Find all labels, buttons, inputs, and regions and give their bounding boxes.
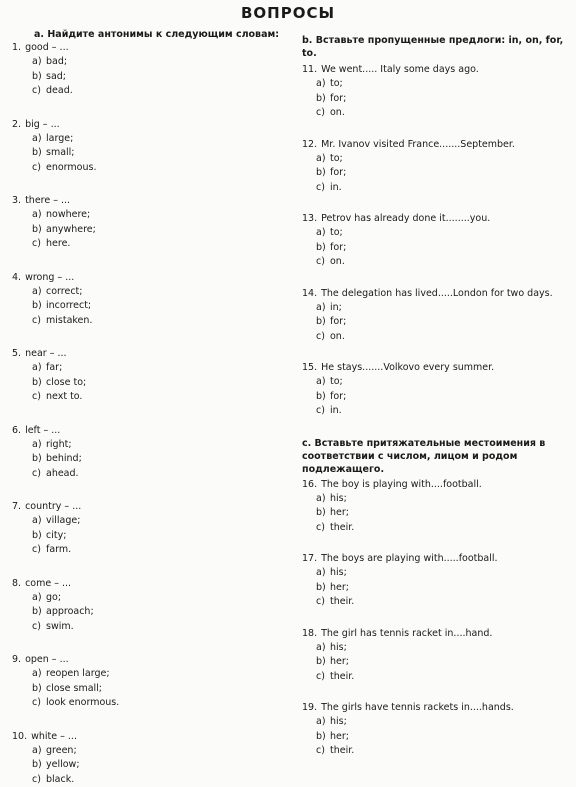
question-17	[302, 552, 572, 610]
option-text: green;	[46, 745, 77, 756]
question-3	[12, 194, 280, 252]
option-letter: a)	[316, 566, 330, 581]
answer-option	[302, 92, 572, 107]
option-text: their.	[330, 522, 354, 533]
option-text: her;	[330, 582, 349, 593]
option-text: their.	[330, 596, 354, 607]
answer-option	[302, 581, 572, 596]
option-letter: b)	[32, 605, 46, 620]
answer-option	[12, 758, 280, 773]
option-letter: b)	[32, 682, 46, 697]
option-text: for;	[330, 391, 346, 402]
option-text: for;	[330, 242, 346, 253]
question-text: The girls have tennis rackets in....hands.	[321, 702, 514, 713]
option-text: close small;	[46, 683, 102, 694]
question-number: 13.	[302, 213, 317, 224]
question-number: 15.	[302, 362, 317, 373]
option-letter: a)	[32, 667, 46, 682]
option-letter: b)	[32, 70, 46, 85]
question-stem	[12, 194, 280, 208]
question-number: 14.	[302, 288, 317, 299]
question-number: 5.	[12, 348, 21, 359]
answer-option	[302, 315, 572, 330]
option-text: his;	[330, 716, 347, 727]
option-letter: a)	[32, 438, 46, 453]
answer-option	[12, 390, 280, 405]
option-text: for;	[330, 316, 346, 327]
question-14	[302, 287, 572, 345]
answer-option	[302, 375, 572, 390]
question-text: near – ...	[25, 348, 66, 359]
option-text: to;	[330, 227, 343, 238]
option-text: close to;	[46, 377, 86, 388]
option-text: their.	[330, 671, 354, 682]
answer-option	[12, 773, 280, 787]
option-letter: b)	[32, 376, 46, 391]
question-text: white – ...	[31, 731, 77, 742]
option-text: yellow;	[46, 759, 80, 770]
option-letter: c)	[316, 106, 330, 121]
question-9	[12, 653, 280, 711]
option-text: mistaken.	[46, 315, 92, 326]
answer-option	[302, 566, 572, 581]
answer-option	[302, 730, 572, 745]
answer-option	[12, 70, 280, 85]
answer-option	[12, 84, 280, 99]
option-letter: c)	[32, 237, 46, 252]
question-number: 2.	[12, 119, 21, 130]
answer-option	[12, 744, 280, 759]
option-letter: b)	[32, 452, 46, 467]
option-letter: b)	[316, 315, 330, 330]
option-text: his;	[330, 493, 347, 504]
question-16	[302, 478, 572, 536]
question-number: 4.	[12, 272, 21, 283]
question-number: 8.	[12, 578, 21, 589]
question-number: 3.	[12, 195, 21, 206]
answer-option	[302, 166, 572, 181]
question-text: country – ...	[25, 501, 81, 512]
question-15	[302, 361, 572, 419]
option-letter: a)	[32, 744, 46, 759]
option-letter: b)	[316, 92, 330, 107]
option-text: for;	[330, 93, 346, 104]
answer-option	[302, 655, 572, 670]
question-number: 17.	[302, 553, 317, 564]
option-letter: b)	[32, 146, 46, 161]
option-letter: c)	[32, 390, 46, 405]
option-letter: a)	[32, 208, 46, 223]
answer-option	[12, 132, 280, 147]
question-text: open – ...	[25, 654, 69, 665]
answer-option	[12, 543, 280, 558]
question-12	[302, 138, 572, 196]
question-5	[12, 347, 280, 405]
question-text: wrong – ...	[25, 272, 74, 283]
option-letter: b)	[316, 730, 330, 745]
option-letter: b)	[32, 529, 46, 544]
answer-option	[12, 285, 280, 300]
question-stem	[302, 701, 572, 715]
answer-option	[12, 146, 280, 161]
question-text: Mr. Ivanov visited France.......September.	[321, 139, 515, 150]
question-text: The boy is playing with....football.	[321, 479, 482, 490]
option-text: large;	[46, 133, 73, 144]
option-text: swim.	[46, 621, 74, 632]
option-text: to;	[330, 153, 343, 164]
question-text: The girl has tennis racket in....hand.	[321, 628, 492, 639]
option-text: in.	[330, 405, 342, 416]
option-text: on.	[330, 256, 345, 267]
option-text: go;	[46, 592, 61, 603]
question-6	[12, 424, 280, 482]
option-text: his;	[330, 642, 347, 653]
answer-option	[12, 682, 280, 697]
question-1	[12, 41, 280, 99]
option-text: ahead.	[46, 468, 79, 479]
question-11	[302, 63, 572, 121]
option-text: small;	[46, 147, 75, 158]
option-letter: c)	[32, 543, 46, 558]
answer-option	[12, 591, 280, 606]
question-text: The delegation has lived.....London for two days.	[321, 288, 553, 299]
answer-option	[12, 314, 280, 329]
question-19	[302, 701, 572, 759]
question-2	[12, 118, 280, 176]
answer-option	[302, 106, 572, 121]
question-text: left – ...	[25, 425, 60, 436]
option-letter: b)	[316, 241, 330, 256]
option-letter: c)	[316, 744, 330, 759]
answer-option	[12, 620, 280, 635]
question-stem	[12, 500, 280, 514]
option-letter: a)	[32, 361, 46, 376]
option-letter: a)	[316, 301, 330, 316]
answer-option	[302, 330, 572, 345]
option-text: in.	[330, 182, 342, 193]
option-letter: b)	[32, 299, 46, 314]
question-stem	[12, 41, 280, 55]
option-text: enormous.	[46, 162, 96, 173]
option-text: nowhere;	[46, 209, 90, 220]
question-stem	[12, 271, 280, 285]
option-letter: c)	[32, 773, 46, 787]
answer-option	[302, 241, 572, 256]
option-text: on.	[330, 331, 345, 342]
answer-option	[302, 595, 572, 610]
option-text: on.	[330, 107, 345, 118]
right-column	[302, 34, 572, 759]
answer-option	[302, 255, 572, 270]
question-stem	[12, 730, 280, 744]
answer-option	[302, 181, 572, 196]
question-number: 11.	[302, 64, 317, 75]
option-letter: b)	[316, 581, 330, 596]
question-7	[12, 500, 280, 558]
option-text: to;	[330, 376, 343, 387]
option-letter: b)	[316, 655, 330, 670]
answer-option	[302, 744, 572, 759]
answer-option	[302, 152, 572, 167]
option-letter: a)	[316, 152, 330, 167]
option-letter: c)	[32, 314, 46, 329]
option-letter: b)	[316, 506, 330, 521]
question-8	[12, 577, 280, 635]
option-letter: b)	[316, 166, 330, 181]
option-text: their.	[330, 745, 354, 756]
answer-option	[12, 299, 280, 314]
option-letter: c)	[32, 620, 46, 635]
answer-option	[12, 529, 280, 544]
option-letter: c)	[32, 84, 46, 99]
answer-option	[302, 492, 572, 507]
option-text: for;	[330, 167, 346, 178]
answer-option	[12, 438, 280, 453]
option-letter: b)	[32, 758, 46, 773]
answer-option	[12, 514, 280, 529]
answer-option	[12, 237, 280, 252]
page-title: ВОПРОСЫ	[0, 4, 576, 22]
option-letter: a)	[32, 132, 46, 147]
option-text: city;	[46, 530, 66, 541]
answer-option	[12, 452, 280, 467]
option-text: far;	[46, 362, 62, 373]
answer-option	[12, 55, 280, 70]
option-letter: c)	[32, 161, 46, 176]
option-text: dead.	[46, 85, 73, 96]
option-letter: c)	[316, 330, 330, 345]
option-letter: a)	[316, 77, 330, 92]
section-a-heading: a. Найдите антонимы к следующим словам:	[12, 28, 280, 41]
question-number: 19.	[302, 702, 317, 713]
option-text: bad;	[46, 56, 67, 67]
question-stem	[302, 361, 572, 375]
option-text: to;	[330, 78, 343, 89]
answer-option	[302, 506, 572, 521]
question-stem	[302, 287, 572, 301]
option-text: her;	[330, 731, 349, 742]
question-number: 6.	[12, 425, 21, 436]
option-text: next to.	[46, 391, 82, 402]
option-letter: c)	[316, 255, 330, 270]
question-stem	[12, 424, 280, 438]
option-text: approach;	[46, 606, 94, 617]
question-stem	[302, 63, 572, 77]
option-letter: c)	[316, 521, 330, 536]
question-stem	[302, 478, 572, 492]
option-text: her;	[330, 507, 349, 518]
option-letter: c)	[316, 670, 330, 685]
option-letter: a)	[32, 285, 46, 300]
option-letter: a)	[32, 514, 46, 529]
question-text: big – ...	[25, 119, 60, 130]
answer-option	[302, 77, 572, 92]
question-text: come – ...	[25, 578, 71, 589]
question-10	[12, 730, 280, 787]
question-stem	[302, 212, 572, 226]
option-letter: c)	[316, 595, 330, 610]
option-letter: a)	[32, 55, 46, 70]
answer-option	[12, 361, 280, 376]
option-text: her;	[330, 656, 349, 667]
question-number: 12.	[302, 139, 317, 150]
question-text: there – ...	[25, 195, 70, 206]
option-text: right;	[46, 439, 72, 450]
option-letter: c)	[32, 696, 46, 711]
option-letter: b)	[316, 390, 330, 405]
option-letter: c)	[316, 181, 330, 196]
option-text: village;	[46, 515, 80, 526]
question-number: 1.	[12, 42, 21, 53]
question-number: 18.	[302, 628, 317, 639]
question-number: 10.	[12, 731, 27, 742]
option-letter: a)	[316, 715, 330, 730]
option-letter: a)	[316, 641, 330, 656]
question-number: 9.	[12, 654, 21, 665]
question-stem	[12, 577, 280, 591]
answer-option	[12, 208, 280, 223]
question-stem	[12, 653, 280, 667]
question-text: good – ...	[25, 42, 69, 53]
option-letter: a)	[32, 591, 46, 606]
option-letter: c)	[316, 404, 330, 419]
question-18	[302, 627, 572, 685]
question-4	[12, 271, 280, 329]
question-stem	[302, 138, 572, 152]
question-text: Petrov has already done it........you.	[321, 213, 490, 224]
option-text: anywhere;	[46, 224, 96, 235]
option-letter: a)	[316, 226, 330, 241]
option-text: in;	[330, 302, 342, 313]
answer-option	[302, 301, 572, 316]
option-letter: a)	[316, 375, 330, 390]
section-c-heading: c. Вставьте притяжательные местоимения в соответствии с числом, лицом и родом подлежащего.	[302, 437, 572, 476]
answer-option	[302, 521, 572, 536]
option-text: farm.	[46, 544, 71, 555]
option-letter: b)	[32, 223, 46, 238]
question-stem	[12, 347, 280, 361]
option-text: behind;	[46, 453, 82, 464]
option-text: look enormous.	[46, 697, 119, 708]
option-text: his;	[330, 567, 347, 578]
answer-option	[12, 667, 280, 682]
option-text: reopen large;	[46, 668, 110, 679]
answer-option	[12, 161, 280, 176]
answer-option	[302, 390, 572, 405]
question-number: 16.	[302, 479, 317, 490]
question-text: The boys are playing with.....football.	[321, 553, 497, 564]
question-text: He stays.......Volkovo every summer.	[321, 362, 494, 373]
answer-option	[302, 404, 572, 419]
answer-option	[12, 696, 280, 711]
question-number: 7.	[12, 501, 21, 512]
left-column	[12, 28, 280, 787]
option-text: incorrect;	[46, 300, 91, 311]
question-stem	[302, 552, 572, 566]
question-13	[302, 212, 572, 270]
option-letter: c)	[32, 467, 46, 482]
option-text: here.	[46, 238, 70, 249]
answer-option	[302, 641, 572, 656]
option-letter: a)	[316, 492, 330, 507]
question-stem	[12, 118, 280, 132]
option-text: correct;	[46, 286, 82, 297]
answer-option	[302, 226, 572, 241]
answer-option	[12, 376, 280, 391]
question-stem	[302, 627, 572, 641]
section-b-heading: b. Вставьте пропущенные предлоги: in, on, for, to.	[302, 34, 572, 60]
answer-option	[12, 223, 280, 238]
answer-option	[302, 715, 572, 730]
answer-option	[12, 467, 280, 482]
question-text: We went..... Italy some days ago.	[321, 64, 479, 75]
option-text: black.	[46, 774, 74, 785]
answer-option	[302, 670, 572, 685]
option-text: sad;	[46, 71, 66, 82]
answer-option	[12, 605, 280, 620]
